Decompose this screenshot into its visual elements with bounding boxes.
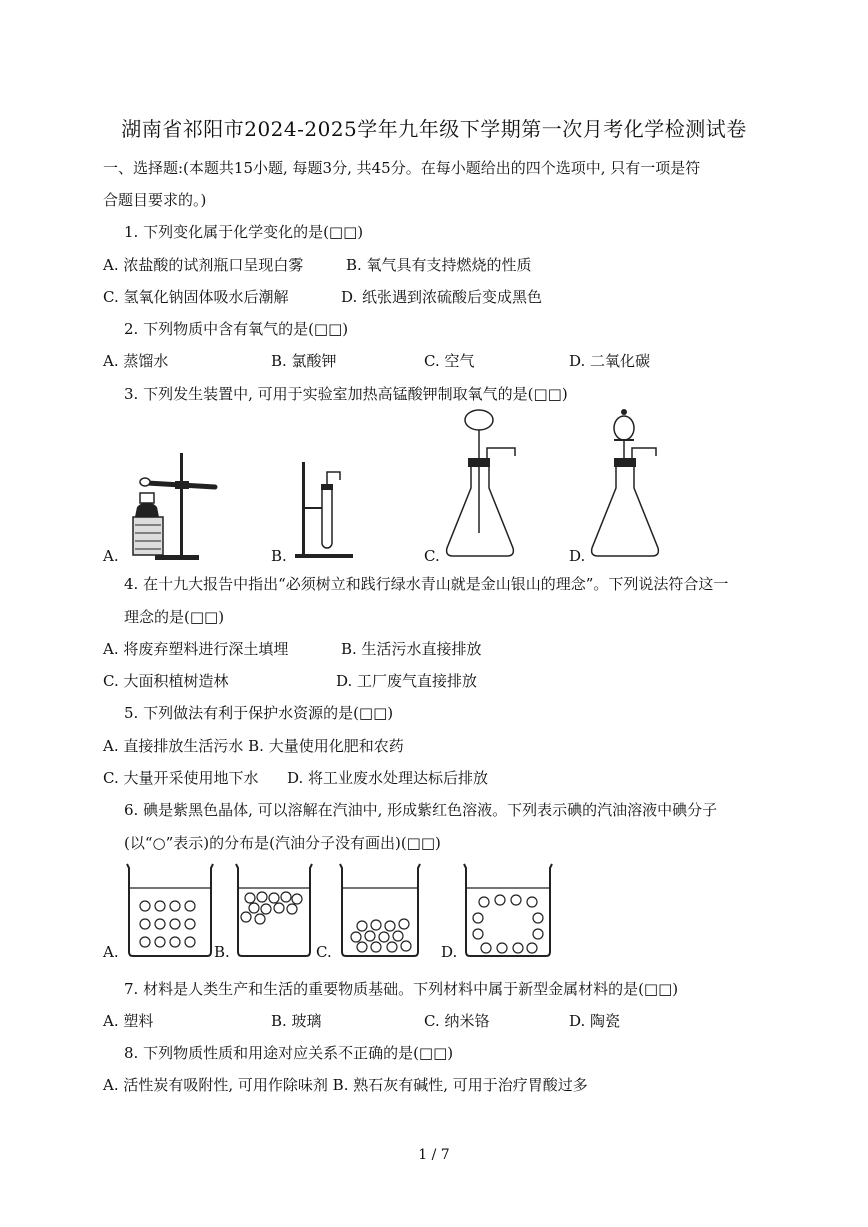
question-1-option-b: B. 氧气具有支持燃烧的性质 [346, 256, 532, 274]
question-1-stem: 1. 下列变化属于化学变化的是(□□) [124, 223, 364, 241]
beaker-c-figure [338, 862, 428, 958]
question-7-option-c: C. 纳米铬 [424, 1012, 490, 1030]
question-5-option-d: D. 将工业废水处理达标后排放 [287, 769, 489, 787]
question-1-option-a: A. 浓盐酸的试剂瓶口呈现白雾 [103, 256, 304, 274]
apparatus-d-label: D. [569, 547, 586, 565]
question-5-option-c: C. 大量开采使用地下水 [103, 769, 259, 787]
apparatus-b-label: B. [271, 547, 287, 565]
section-instructions-line1: 一、选择题:(本题共15小题, 每题3分, 共45分。在每小题给出的四个选项中, 只有一项是符 [103, 159, 701, 177]
apparatus-a-label: A. [103, 547, 119, 565]
beaker-b-label: B. [214, 943, 230, 961]
question-7-option-a: A. 塑料 [103, 1012, 154, 1030]
question-4-option-c: C. 大面积植树造林 [103, 672, 229, 690]
question-4-option-b: B. 生活污水直接排放 [341, 640, 482, 658]
question-6-stem: 6. 碘是紫黑色晶体, 可以溶解在汽油中, 形成紫红色溶液。下列表示碘的汽油溶液中碘分子 [124, 801, 718, 819]
section-instructions-line2: 合题目要求的。) [103, 191, 207, 209]
apparatus-c-label: C. [424, 547, 440, 565]
beaker-c-label: C. [316, 943, 332, 961]
question-5-option-ab: A. 直接排放生活污水 B. 大量使用化肥和农药 [103, 737, 404, 755]
question-6-stem-cont: (以“○”表示)的分布是(汽油分子没有画出)(□□) [124, 834, 441, 852]
question-4-stem: 4. 在十九大报告中指出“必须树立和践行绿水青山就是金山银山的理念”。下列说法符合这一 [124, 575, 729, 593]
beaker-a-label: A. [103, 943, 119, 961]
apparatus-b-figure [290, 458, 370, 563]
question-2-stem: 2. 下列物质中含有氧气的是(□□) [124, 320, 349, 338]
question-2-option-b: B. 氯酸钾 [271, 352, 337, 370]
question-7-option-b: B. 玻璃 [271, 1012, 322, 1030]
beaker-b-figure [234, 862, 324, 958]
question-2-option-c: C. 空气 [424, 352, 475, 370]
question-5-stem: 5. 下列做法有利于保护水资源的是(□□) [124, 704, 394, 722]
apparatus-c-figure [445, 408, 525, 558]
question-7-stem: 7. 材料是人类生产和生活的重要物质基础。下列材料中属于新型金属材料的是(□□) [124, 980, 679, 998]
question-2-option-d: D. 二氧化碳 [569, 352, 651, 370]
question-1-option-d: D. 纸张遇到浓硫酸后变成黑色 [341, 288, 543, 306]
beaker-d-label: D. [441, 943, 458, 961]
page-number: 1 / 7 [418, 1147, 450, 1163]
beaker-a-figure [125, 862, 215, 958]
question-8-option-ab: A. 活性炭有吸附性, 可用作除味剂 B. 熟石灰有碱性, 可用于治疗胃酸过多 [103, 1076, 588, 1094]
question-4-option-a: A. 将废弃塑料进行深土填埋 [103, 640, 289, 658]
question-1-option-c: C. 氢氧化钠固体吸水后潮解 [103, 288, 289, 306]
question-7-option-d: D. 陶瓷 [569, 1012, 621, 1030]
apparatus-d-figure [590, 408, 670, 558]
question-4-stem-cont: 理念的是(□□) [124, 608, 225, 626]
question-4-option-d: D. 工厂废气直接排放 [336, 672, 478, 690]
apparatus-a-figure [125, 445, 225, 565]
exam-title: 湖南省祁阳市2024-2025学年九年级下学期第一次月考化学检测试卷 [121, 117, 747, 141]
question-2-option-a: A. 蒸馏水 [103, 352, 169, 370]
beaker-d-figure [462, 862, 558, 958]
question-3-stem: 3. 下列发生装置中, 可用于实验室加热高锰酸钾制取氧气的是(□□) [124, 385, 568, 403]
question-8-stem: 8. 下列物质性质和用途对应关系不正确的是(□□) [124, 1044, 454, 1062]
